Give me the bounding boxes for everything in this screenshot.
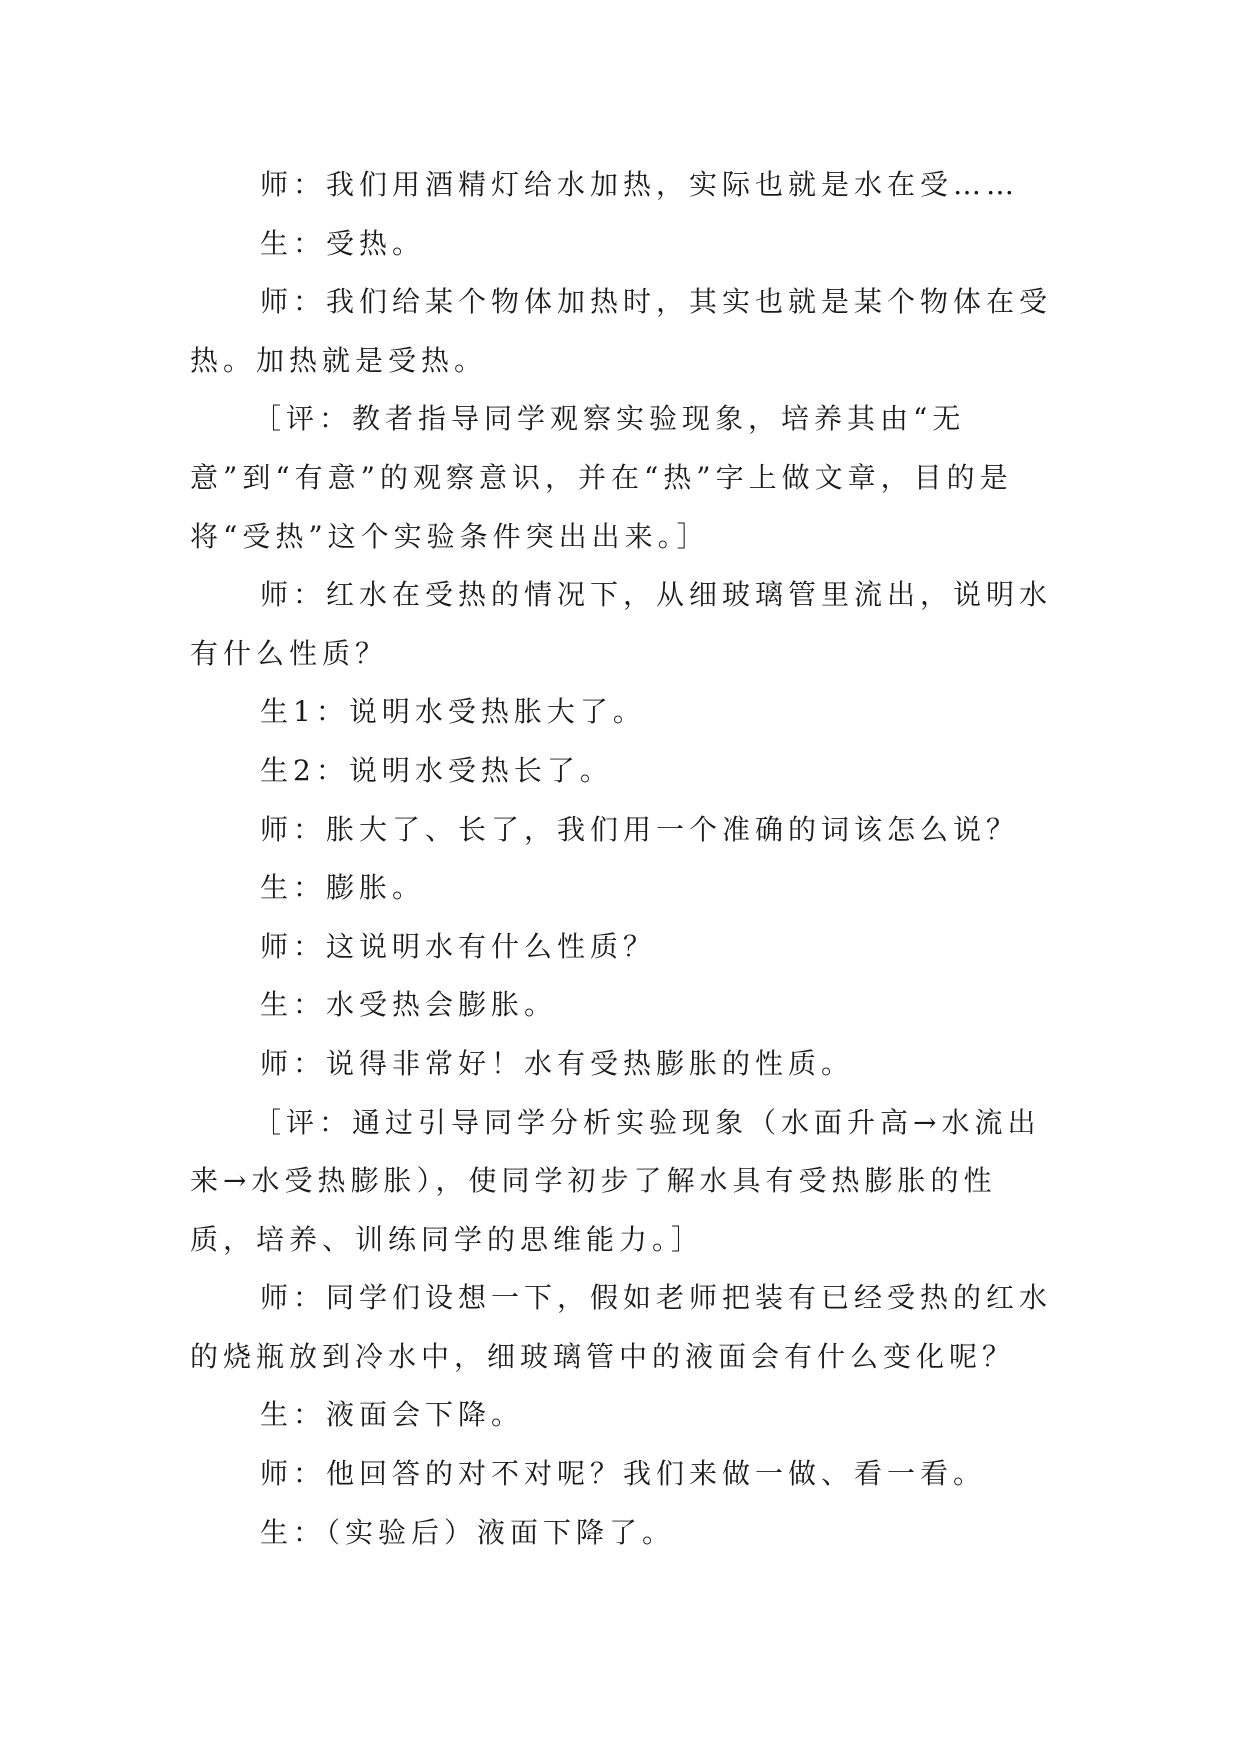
- commentary-paragraph: ［评：教者指导同学观察实验现象，培养其由“无意”到“有意”的观察意识，并在“热”字上做文章，目的是将“受热”这个实验条件突出出来。］: [190, 402, 1013, 553]
- dialogue-paragraph: 师：红水在受热的情况下，从细玻璃管里流出，说明水有什么性质？: [190, 578, 1053, 670]
- dialogue-paragraph: 生1：说明水受热胀大了。: [260, 695, 646, 729]
- dialogue-paragraph: 生2：说明水受热长了。: [260, 753, 613, 787]
- dialogue-paragraph: 师：同学们设想一下，假如老师把装有已经受热的红水的烧瓶放到冷水中，细玻璃管中的液面会有什么变化呢？: [190, 1281, 1053, 1373]
- dialogue-paragraph: 生：（实验后）液面下降了。: [260, 1515, 676, 1549]
- commentary-paragraph: ［评：通过引导同学分析实验现象（水面升高→水流出来→水受热膨胀），使同学初步了解水具有受热膨胀的性质，培养、训练同学的思维能力。］: [190, 1105, 1041, 1256]
- dialogue-paragraph: 师：我们用酒精灯给水加热，实际也就是水在受……: [260, 168, 1020, 201]
- dialogue-paragraph: 生：受热。: [260, 226, 426, 260]
- dialogue-paragraph: 师：胀大了、长了，我们用一个准确的词该怎么说？: [260, 812, 1020, 846]
- dialogue-paragraph: 生：膨胀。: [260, 871, 426, 905]
- dialogue-paragraph: 生：液面会下降。: [260, 1398, 525, 1432]
- document-body: [190, 156, 1052, 1562]
- dialogue-paragraph: 师：这说明水有什么性质？: [260, 929, 657, 963]
- dialogue-paragraph: 生：水受热会膨胀。: [260, 988, 558, 1022]
- dialogue-paragraph: 师：他回答的对不对呢？我们来做一做、看一看。: [260, 1457, 987, 1491]
- dialogue-paragraph: 师：说得非常好！水有受热膨胀的性质。: [260, 1046, 855, 1080]
- dialogue-paragraph: 师：我们给某个物体加热时，其实也就是某个物体在受热。加热就是受热。: [190, 285, 1053, 377]
